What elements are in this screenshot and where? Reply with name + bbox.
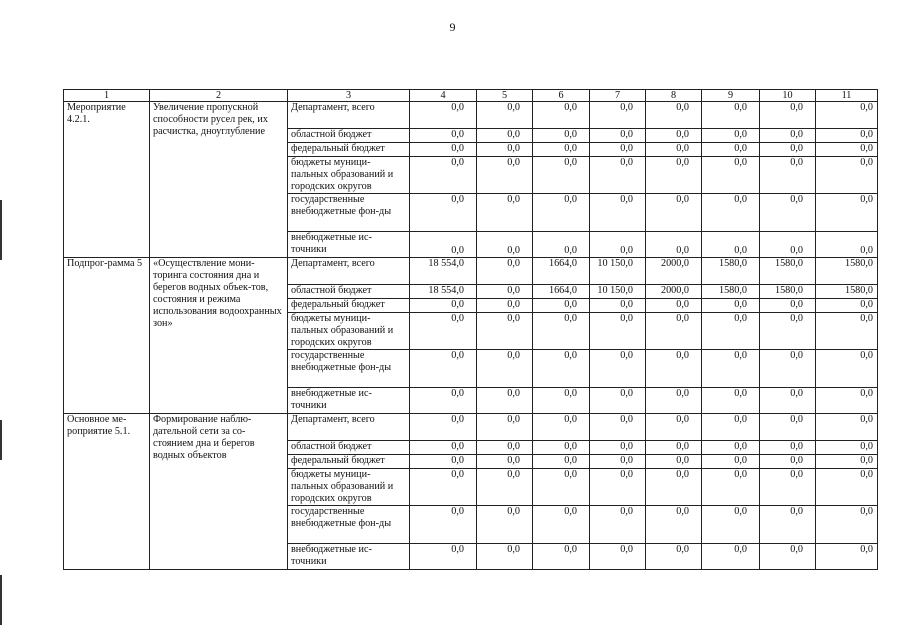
value-cell-col-4: 0,0 [410,350,477,388]
value-cell-col-6: 0,0 [533,506,590,544]
table-row [64,414,878,441]
program-name-cell: Мероприятие 4.2.1. [64,102,150,258]
value-cell-col-8: 0,0 [646,469,702,506]
table-body [64,102,878,570]
value-cell-col-8: 0,0 [646,441,702,455]
value-cell-col-6: 0,0 [533,388,590,414]
value-cell-col-10: 0,0 [760,506,816,544]
value-cell-col-9: 0,0 [702,414,760,441]
value-cell-col-6: 0,0 [533,129,590,143]
value-cell-col-9: 1580,0 [702,285,760,299]
value-cell-col-9: 0,0 [702,299,760,313]
value-cell-col-4: 18 554,0 [410,258,477,285]
value-cell-col-11: 1580,0 [816,285,878,299]
value-cell-col-6: 0,0 [533,455,590,469]
value-cell-col-6: 0,0 [533,157,590,194]
value-cell-col-4: 0,0 [410,143,477,157]
value-cell-col-5: 0,0 [477,350,533,388]
funding-source-cell: областной бюджет [288,441,410,455]
funding-source-cell: государственные внебюджетные фон-ды [288,350,410,388]
value-cell-col-8: 0,0 [646,313,702,350]
value-cell-col-7: 0,0 [590,102,646,129]
value-cell-col-7: 0,0 [590,506,646,544]
value-cell-col-10: 0,0 [760,102,816,129]
value-cell-col-9: 0,0 [702,388,760,414]
column-header-3: 3 [288,90,410,102]
value-cell-col-10: 0,0 [760,544,816,570]
value-cell-col-7: 0,0 [590,388,646,414]
value-cell-col-6: 0,0 [533,313,590,350]
column-header-9: 9 [702,90,760,102]
funding-source-cell: бюджеты муници-пальных образований и городских округов [288,157,410,194]
value-cell-col-7: 0,0 [590,232,646,258]
value-cell-col-4: 0,0 [410,232,477,258]
value-cell-col-11: 0,0 [816,441,878,455]
value-cell-col-7: 0,0 [590,414,646,441]
value-cell-col-8: 0,0 [646,232,702,258]
value-cell-col-10: 0,0 [760,455,816,469]
value-cell-col-7: 0,0 [590,194,646,232]
value-cell-col-5: 0,0 [477,544,533,570]
column-header-7: 7 [590,90,646,102]
funding-source-cell: Департамент, всего [288,414,410,441]
value-cell-col-11: 0,0 [816,350,878,388]
value-cell-col-6: 0,0 [533,299,590,313]
value-cell-col-10: 1580,0 [760,258,816,285]
value-cell-col-4: 0,0 [410,194,477,232]
value-cell-col-8: 0,0 [646,388,702,414]
value-cell-col-6: 0,0 [533,194,590,232]
value-cell-col-6: 0,0 [533,469,590,506]
value-cell-col-9: 0,0 [702,194,760,232]
value-cell-col-9: 1580,0 [702,258,760,285]
table-row [64,102,878,129]
value-cell-col-5: 0,0 [477,285,533,299]
value-cell-col-10: 0,0 [760,299,816,313]
funding-source-cell: внебюджетные ис-точники [288,388,410,414]
value-cell-col-6: 0,0 [533,414,590,441]
value-cell-col-8: 0,0 [646,506,702,544]
value-cell-col-11: 0,0 [816,299,878,313]
scan-edge-mark [0,575,2,625]
value-cell-col-8: 0,0 [646,544,702,570]
value-cell-col-9: 0,0 [702,350,760,388]
funding-source-cell: федеральный бюджет [288,299,410,313]
column-header-2: 2 [150,90,288,102]
value-cell-col-8: 0,0 [646,143,702,157]
value-cell-col-11: 0,0 [816,129,878,143]
value-cell-col-10: 0,0 [760,157,816,194]
value-cell-col-7: 0,0 [590,129,646,143]
funding-source-cell: федеральный бюджет [288,143,410,157]
funding-source-cell: внебюджетные ис-точники [288,544,410,570]
value-cell-col-7: 0,0 [590,350,646,388]
value-cell-col-7: 0,0 [590,455,646,469]
value-cell-col-6: 0,0 [533,102,590,129]
value-cell-col-8: 0,0 [646,194,702,232]
value-cell-col-9: 0,0 [702,143,760,157]
value-cell-col-5: 0,0 [477,129,533,143]
value-cell-col-11: 0,0 [816,506,878,544]
value-cell-col-4: 0,0 [410,506,477,544]
value-cell-col-8: 0,0 [646,157,702,194]
value-cell-col-9: 0,0 [702,313,760,350]
column-header-11: 11 [816,90,878,102]
value-cell-col-8: 0,0 [646,129,702,143]
funding-source-cell: внебюджетные ис-точники [288,232,410,258]
value-cell-col-9: 0,0 [702,102,760,129]
funding-source-cell: Департамент, всего [288,258,410,285]
column-header-1: 1 [64,90,150,102]
value-cell-col-4: 0,0 [410,313,477,350]
value-cell-col-11: 0,0 [816,102,878,129]
value-cell-col-7: 0,0 [590,441,646,455]
value-cell-col-5: 0,0 [477,313,533,350]
value-cell-col-5: 0,0 [477,143,533,157]
value-cell-col-5: 0,0 [477,441,533,455]
funding-source-cell: областной бюджет [288,285,410,299]
header-row [64,90,878,102]
value-cell-col-8: 0,0 [646,455,702,469]
value-cell-col-9: 0,0 [702,129,760,143]
value-cell-col-9: 0,0 [702,506,760,544]
funding-source-cell: бюджеты муници-пальных образований и городских округов [288,469,410,506]
value-cell-col-9: 0,0 [702,441,760,455]
value-cell-col-11: 0,0 [816,388,878,414]
value-cell-col-5: 0,0 [477,157,533,194]
value-cell-col-11: 0,0 [816,313,878,350]
program-name-cell: Подпрог-рамма 5 [64,258,150,414]
column-header-6: 6 [533,90,590,102]
value-cell-col-5: 0,0 [477,258,533,285]
value-cell-col-6: 0,0 [533,350,590,388]
value-cell-col-4: 0,0 [410,544,477,570]
value-cell-col-6: 1664,0 [533,285,590,299]
value-cell-col-10: 0,0 [760,143,816,157]
value-cell-col-6: 1664,0 [533,258,590,285]
table-header [64,90,878,102]
page-number: 9 [449,20,456,34]
value-cell-col-5: 0,0 [477,232,533,258]
value-cell-col-6: 0,0 [533,143,590,157]
scan-edge-mark [0,200,2,260]
value-cell-col-11: 0,0 [816,232,878,258]
funding-source-cell: Департамент, всего [288,102,410,129]
value-cell-col-10: 0,0 [760,388,816,414]
value-cell-col-5: 0,0 [477,388,533,414]
value-cell-col-9: 0,0 [702,544,760,570]
program-description-cell: Увеличение пропускной способности русел рек, их расчистка, дноуглубление [150,102,288,258]
value-cell-col-4: 0,0 [410,441,477,455]
funding-source-cell: государственные внебюджетные фон-ды [288,506,410,544]
column-header-10: 10 [760,90,816,102]
value-cell-col-7: 0,0 [590,544,646,570]
value-cell-col-10: 0,0 [760,350,816,388]
value-cell-col-4: 0,0 [410,129,477,143]
value-cell-col-4: 0,0 [410,388,477,414]
funding-source-cell: областной бюджет [288,129,410,143]
value-cell-col-5: 0,0 [477,469,533,506]
value-cell-col-5: 0,0 [477,414,533,441]
value-cell-col-7: 0,0 [590,299,646,313]
value-cell-col-8: 0,0 [646,299,702,313]
value-cell-col-11: 1580,0 [816,258,878,285]
value-cell-col-9: 0,0 [702,455,760,469]
table-row [64,258,878,285]
value-cell-col-8: 2000,0 [646,285,702,299]
value-cell-col-5: 0,0 [477,506,533,544]
program-name-cell: Основное ме-роприятие 5.1. [64,414,150,570]
value-cell-col-8: 0,0 [646,102,702,129]
value-cell-col-10: 0,0 [760,441,816,455]
value-cell-col-4: 0,0 [410,455,477,469]
value-cell-col-9: 0,0 [702,232,760,258]
value-cell-col-5: 0,0 [477,299,533,313]
program-description-cell: «Осуществление мони-торинга состояния дна и берегов водных объек-тов, состояния и режима использования водоохранных зон» [150,258,288,414]
value-cell-col-6: 0,0 [533,441,590,455]
column-header-8: 8 [646,90,702,102]
value-cell-col-7: 10 150,0 [590,258,646,285]
column-header-4: 4 [410,90,477,102]
value-cell-col-8: 2000,0 [646,258,702,285]
value-cell-col-10: 1580,0 [760,285,816,299]
value-cell-col-4: 0,0 [410,469,477,506]
value-cell-col-10: 0,0 [760,414,816,441]
value-cell-col-4: 18 554,0 [410,285,477,299]
value-cell-col-11: 0,0 [816,157,878,194]
value-cell-col-9: 0,0 [702,469,760,506]
value-cell-col-4: 0,0 [410,414,477,441]
value-cell-col-11: 0,0 [816,194,878,232]
value-cell-col-5: 0,0 [477,102,533,129]
value-cell-col-11: 0,0 [816,469,878,506]
value-cell-col-4: 0,0 [410,102,477,129]
value-cell-col-8: 0,0 [646,414,702,441]
value-cell-col-7: 0,0 [590,313,646,350]
value-cell-col-11: 0,0 [816,143,878,157]
value-cell-col-10: 0,0 [760,129,816,143]
value-cell-col-10: 0,0 [760,469,816,506]
value-cell-col-7: 0,0 [590,469,646,506]
value-cell-col-11: 0,0 [816,414,878,441]
value-cell-col-7: 0,0 [590,157,646,194]
value-cell-col-10: 0,0 [760,194,816,232]
value-cell-col-6: 0,0 [533,232,590,258]
program-description-cell: Формирование наблю-дательной сети за со-стоянием дна и берегов водных объектов [150,414,288,570]
value-cell-col-6: 0,0 [533,544,590,570]
funding-source-cell: бюджеты муници-пальных образований и городских округов [288,313,410,350]
value-cell-col-10: 0,0 [760,313,816,350]
column-header-5: 5 [477,90,533,102]
funding-source-cell: государственные внебюджетные фон-ды [288,194,410,232]
budget-table [63,89,878,570]
value-cell-col-8: 0,0 [646,350,702,388]
value-cell-col-11: 0,0 [816,455,878,469]
value-cell-col-10: 0,0 [760,232,816,258]
value-cell-col-7: 0,0 [590,143,646,157]
value-cell-col-9: 0,0 [702,157,760,194]
value-cell-col-5: 0,0 [477,194,533,232]
value-cell-col-4: 0,0 [410,299,477,313]
value-cell-col-7: 10 150,0 [590,285,646,299]
value-cell-col-4: 0,0 [410,157,477,194]
funding-source-cell: федеральный бюджет [288,455,410,469]
scan-edge-mark [0,420,2,460]
value-cell-col-11: 0,0 [816,544,878,570]
value-cell-col-5: 0,0 [477,455,533,469]
